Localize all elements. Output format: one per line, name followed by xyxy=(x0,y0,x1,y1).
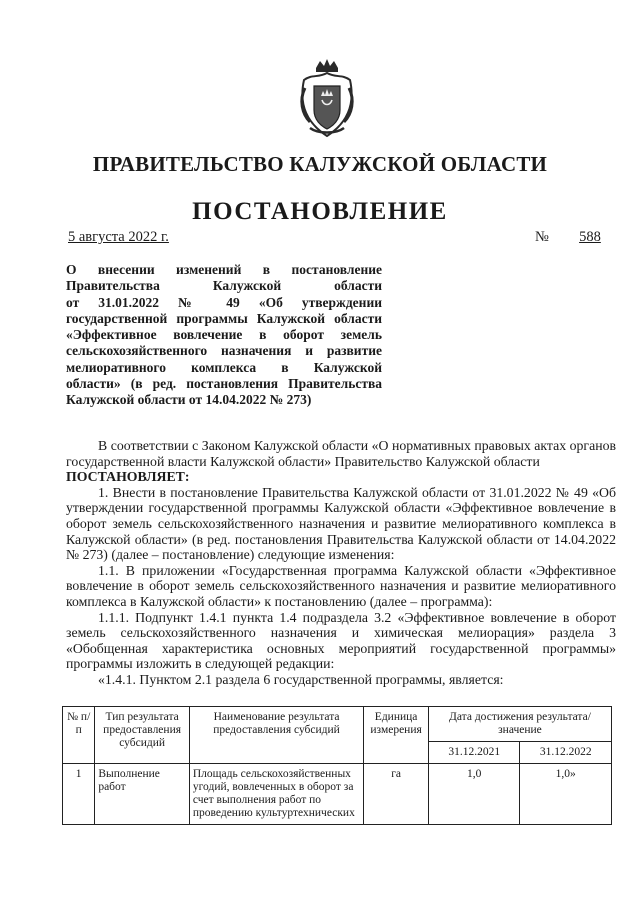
subject-line: от 31.01.2022 № 49 «Об утверждении xyxy=(66,294,382,310)
decree-subject xyxy=(66,262,382,409)
cell-type: Выполнение работ xyxy=(95,764,190,825)
decree-date xyxy=(68,229,169,246)
decree-body xyxy=(66,438,616,688)
header-type: Тип результата предоставления субсидий xyxy=(95,707,190,764)
resolves-heading: ПОСТАНОВЛЯЕТ: xyxy=(66,469,190,485)
decree-number xyxy=(535,229,601,246)
paragraph-1-1: 1.1. В приложении «Государственная программа Калужской области «Эффективное вовлечение в оборот земель сельскохозяйственного назначения и развитие мелиоративного комплекса в Калужской области» к постановлению (далее – программа): xyxy=(66,562,616,609)
header-date-group: Дата достижения результата/значение xyxy=(428,707,611,742)
header-num: № п/п xyxy=(63,707,95,764)
table-row xyxy=(63,764,612,825)
header-date-2021: 31.12.2021 xyxy=(428,742,520,764)
subject-line: Правительства Калужской области xyxy=(66,278,382,294)
subject-line: области» (в ред. постановления Правительства xyxy=(66,376,382,392)
table-header-row xyxy=(63,707,612,742)
subject-line: «Эффективное вовлечение в оборот земель xyxy=(66,327,382,343)
paragraph-1: 1. Внести в постановление Правительства Калужской области от 31.01.2022 № 49 «Об утверждении государственной программы Калужской области «Эффективное вовлечение в оборот земель сельскохозяйственного назначения и развитие мелиоративного комплекса в Калужской области» (в ред. постановления Правительства Калужской области от 14.04.2022 № 273) (далее – постановление) следующие изменения: xyxy=(66,484,616,563)
decree-date-value: 5 августа 2022 г. xyxy=(68,229,169,245)
cell-value-2022: 1,0» xyxy=(520,764,612,825)
subject-line: государственной программы Калужской области xyxy=(66,310,382,326)
header-unit: Единица измерения xyxy=(364,707,429,764)
government-name: ПРАВИТЕЛЬСТВО КАЛУЖСКОЙ ОБЛАСТИ xyxy=(92,152,548,176)
header-name: Наименование результата предоставления субсидий xyxy=(189,707,363,764)
kaluga-coat-of-arms-icon xyxy=(296,58,358,140)
decree-number-value: 588 xyxy=(579,229,601,245)
subject-line: О внесении изменений в постановление xyxy=(66,262,382,277)
paragraph-1-1-1: 1.1.1. Подпункт 1.4.1 пункта 1.4 подраздела 3.2 «Эффективное вовлечение в оборот земель сельскохозяйственного назначения и химическая мелиорация» раздела 3 «Обобщенная характеристика основных мероприятий государственной программы» программы изложить в следующей редакции: xyxy=(66,609,616,672)
subject-line: мелиоративного комплекса в Калужской xyxy=(66,359,382,375)
paragraph-1-4-1: «1.4.1. Пунктом 2.1 раздела 6 государственной программы, является: xyxy=(98,671,504,687)
intro-paragraph: В соответствии с Законом Калужской области «О нормативных правовых актах органов государственной власти Калужской области» Правительство Калужской области xyxy=(66,438,616,469)
subject-line: Калужской области от 14.04.2022 № 273) xyxy=(66,392,312,408)
cell-unit: га xyxy=(364,764,429,825)
cell-name: Площадь сельскохозяйственных угодий, вовлеченных в оборот за счет выполнения работ по проведению культуртехнических xyxy=(189,764,363,825)
subject-line: сельскохозяйственного назначения и развитие xyxy=(66,343,382,359)
number-label: № xyxy=(535,229,549,245)
cell-value-2021: 1,0 xyxy=(428,764,520,825)
document-type: ПОСТАНОВЛЕНИЕ xyxy=(192,198,448,225)
results-table xyxy=(62,706,612,825)
cell-num: 1 xyxy=(63,764,95,825)
header-date-2022: 31.12.2022 xyxy=(520,742,612,764)
